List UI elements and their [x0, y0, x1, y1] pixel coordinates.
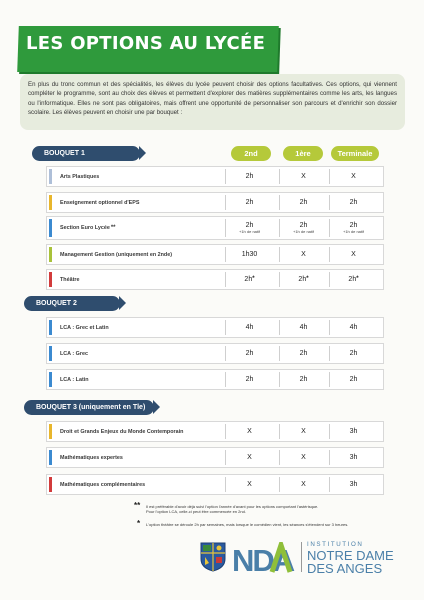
table-row — [46, 447, 384, 468]
nda-acronym: NDA — [232, 543, 294, 574]
bouquet-label: BOUQUET 2 — [36, 300, 77, 307]
logo-separator — [301, 542, 302, 572]
row-color-bar — [49, 424, 52, 439]
cell-1ere: 4h — [279, 320, 327, 335]
bouquet-2-header — [24, 296, 120, 311]
cell-terminale: 2h — [329, 372, 377, 387]
asterisk-mark: * — [356, 276, 359, 282]
page-title: LES OPTIONS AU LYCÉE — [26, 33, 266, 54]
footnote-double-star: ** Il est préférable d'avoir déjà suivi l'option l'année d'avant pour les options comportant l'astérisque. Pour l'option LCA, celle-ci peut être commencée en 2nd. — [134, 501, 319, 515]
table-row — [46, 166, 384, 187]
row-color-bar — [49, 372, 52, 387]
asterisk-icon: * — [137, 519, 141, 528]
row-label: Enseignement optionnel d'EPS — [60, 199, 140, 206]
cell-terminale: 3h — [329, 450, 377, 465]
cell-terminale: 3h — [329, 424, 377, 439]
bouquet-3-header — [24, 400, 154, 415]
cell-1ere: 2h* — [279, 272, 327, 287]
row-label: Droit et Grands Enjeux du Monde Contemporain — [60, 428, 184, 435]
cell-1ere: X — [279, 450, 327, 465]
cell-1ere: 2h — [279, 372, 327, 387]
table-row — [46, 369, 384, 390]
row-label: LCA : Grec et Latin — [60, 324, 109, 331]
cell-terminale: 2h — [329, 346, 377, 361]
footnote-single-star: * L'option théâtre se déroule 2h par semaines, mais lorsque le comédien vient, les séances s'étendent sur 3 heures. — [137, 519, 349, 528]
cell-2nd: 2h — [225, 169, 273, 184]
cell-1ere: 2h +1h de natif — [279, 219, 327, 237]
institution-label: INSTITUTION — [307, 541, 364, 548]
nda-logo — [232, 542, 296, 574]
cell-2nd: X — [225, 477, 273, 492]
row-color-bar — [49, 346, 52, 361]
cell-2nd: 2h — [225, 372, 273, 387]
cell-terminale: 4h — [329, 320, 377, 335]
row-label: Management Gestion (uniquement en 2nde) — [60, 251, 173, 258]
table-row — [46, 317, 384, 338]
cell-2nd: 4h — [225, 320, 273, 335]
row-color-bar — [49, 169, 52, 184]
row-label: Arts Plastiques — [60, 173, 100, 180]
row-color-bar — [49, 195, 52, 210]
row-label: LCA : Latin — [60, 376, 89, 383]
bouquet-1-header — [32, 146, 140, 161]
cell-2nd: 2h* — [225, 272, 273, 287]
cell-2nd: 2h +1h de natif — [225, 219, 273, 237]
table-row — [46, 216, 384, 240]
cell-1ere: X — [279, 169, 327, 184]
double-asterisk-mark: ** — [110, 225, 116, 231]
cell-2nd: 2h — [225, 346, 273, 361]
crest-logo — [200, 542, 226, 572]
cell-terminale: 3h — [329, 477, 377, 492]
row-label: LCA : Grec — [60, 350, 88, 357]
cell-1ere: X — [279, 477, 327, 492]
row-color-bar — [49, 247, 52, 262]
table-row — [46, 192, 384, 213]
cell-terminale: 2h — [329, 195, 377, 210]
cell-2nd: X — [225, 450, 273, 465]
column-header-1ere: 1ère — [283, 146, 323, 161]
column-header-terminale: Terminale — [331, 146, 379, 161]
row-color-bar — [49, 320, 52, 335]
cell-terminale: 2h* — [329, 272, 377, 287]
cell-1ere: 2h — [279, 195, 327, 210]
table-row — [46, 244, 384, 265]
bouquet-label: BOUQUET 1 — [44, 150, 85, 157]
cell-1ere: X — [279, 247, 327, 262]
intro-paragraph: En plus du tronc commun et des spécialités, les élèves du lycée peuvent choisir des options facultatives. Ces options, qui viennent compléter le programme, sont au choix des élèves et permettent d'explorer des matières supplémentaires comme les arts, les langues ou l'informatique. Elles ne sont pas obligatoires, mais offrent une opportunité de personnaliser son parcours et d'enrichir son dossier scolaire. Les élèves peuvent en choisir une par bouquet : — [20, 74, 405, 130]
column-header-2nd: 2nd — [231, 146, 271, 161]
cell-2nd: 2h — [225, 195, 273, 210]
asterisk-mark: * — [306, 276, 309, 282]
cell-2nd: 1h30 — [225, 247, 273, 262]
table-row — [46, 269, 384, 290]
cell-terminale: X — [329, 247, 377, 262]
table-row — [46, 474, 384, 495]
cell-1ere: X — [279, 424, 327, 439]
cell-2nd: X — [225, 424, 273, 439]
asterisk-mark: * — [252, 276, 255, 282]
row-color-bar — [49, 450, 52, 465]
table-row — [46, 343, 384, 364]
row-color-bar — [49, 219, 52, 237]
table-row — [46, 421, 384, 442]
cell-terminale: 2h +1h de natif — [329, 219, 377, 237]
double-asterisk-icon: ** — [134, 501, 141, 510]
row-label: Théâtre — [60, 276, 80, 283]
bouquet-label: BOUQUET 3 (uniquement en Tle) — [36, 404, 146, 411]
cell-1ere: 2h — [279, 346, 327, 361]
row-label: Section Euro Lycée ** — [60, 225, 116, 231]
institution-name: NOTRE DAME DES ANGES — [307, 548, 394, 576]
row-label: Mathématiques complémentaires — [60, 481, 146, 488]
row-color-bar — [49, 477, 52, 492]
cell-terminale: X — [329, 169, 377, 184]
row-label: Mathématiques expertes — [60, 454, 123, 461]
row-color-bar — [49, 272, 52, 287]
